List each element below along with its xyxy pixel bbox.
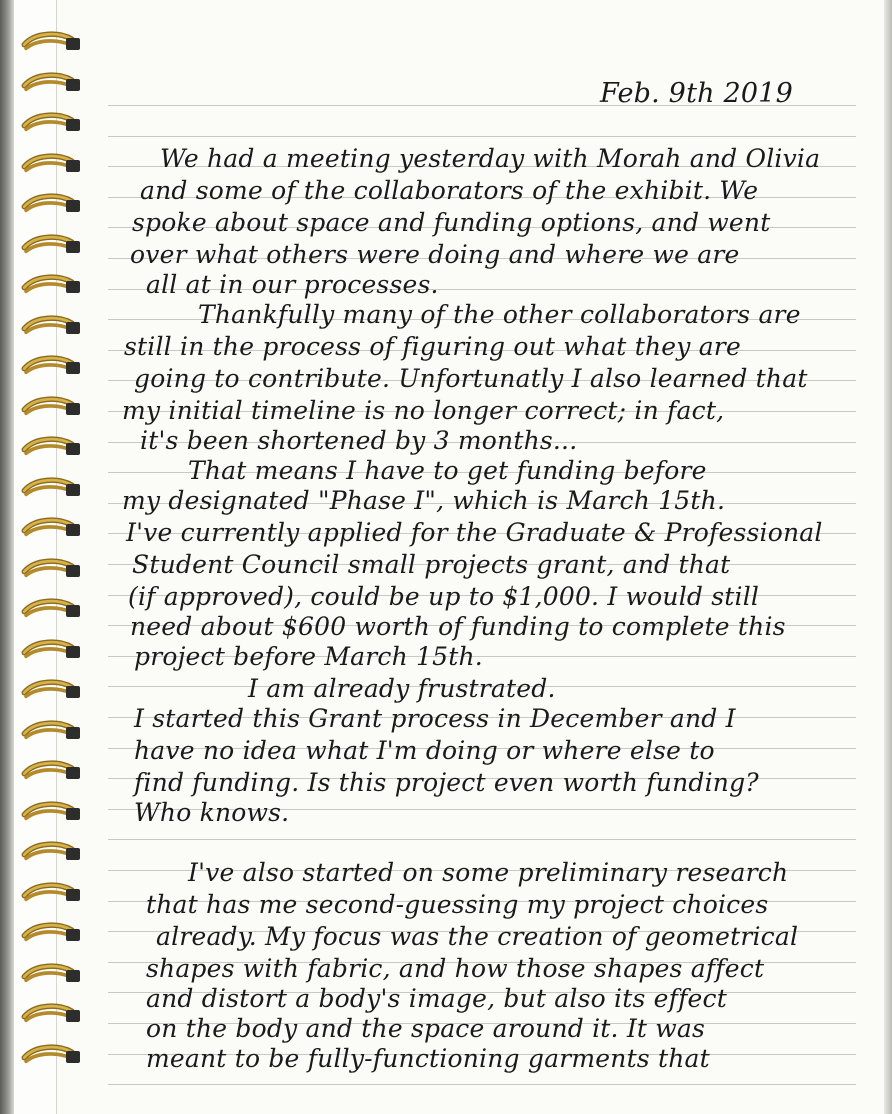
journal-line: my designated "Phase I", which is March 15th. (122, 486, 726, 515)
journal-line: on the body and the space around it. It was (146, 1014, 706, 1043)
journal-line: Student Council small projects grant, and that (132, 550, 731, 579)
page-edge (884, 0, 892, 1114)
binding-hole (66, 200, 80, 212)
binding-hole (66, 38, 80, 50)
binding-hole (66, 1051, 80, 1063)
binding-hole (66, 605, 80, 617)
journal-line: That means I have to get funding before (188, 456, 707, 485)
binding-hole (66, 929, 80, 941)
journal-line: shapes with fabric, and how those shapes affect (146, 954, 765, 983)
binding-hole (66, 848, 80, 860)
binding-hole (66, 970, 80, 982)
journal-line: find funding. Is this project even worth funding? (134, 768, 759, 797)
binding-hole (66, 686, 80, 698)
ruled-line (108, 839, 856, 840)
entry-date: Feb. 9th 2019 (600, 78, 793, 109)
journal-line: and some of the collaborators of the exhibit. We (140, 176, 759, 205)
binding-hole (66, 808, 80, 820)
binding-hole (66, 524, 80, 536)
binding-hole (66, 565, 80, 577)
binding-hole (66, 79, 80, 91)
journal-line: project before March 15th. (134, 642, 483, 671)
journal-line: I am already frustrated. (248, 674, 556, 703)
ruled-line (108, 136, 856, 137)
journal-line: have no idea what I'm doing or where else to (134, 736, 715, 765)
journal-line: and distort a body's image, but also its effect (146, 984, 727, 1013)
journal-line: still in the process of figuring out what they are (124, 332, 741, 361)
binding-hole (66, 241, 80, 253)
binding-hole (66, 362, 80, 374)
binding-hole (66, 322, 80, 334)
journal-line: (if approved), could be up to $1,000. I would still (128, 582, 760, 611)
binding-hole (66, 889, 80, 901)
binding-hole (66, 119, 80, 131)
ruled-line (108, 1084, 856, 1085)
journal-line: Thankfully many of the other collaborators are (198, 300, 801, 329)
journal-line: Who knows. (134, 798, 290, 827)
journal-line: need about $600 worth of funding to complete this (130, 612, 786, 641)
journal-line: We had a meeting yesterday with Morah and Olivia (160, 144, 821, 173)
binding-hole (66, 646, 80, 658)
journal-line: I've currently applied for the Graduate & Professional (126, 518, 823, 547)
journal-line: that has me second-guessing my project choices (146, 890, 769, 919)
binding-hole (66, 727, 80, 739)
journal-line: it's been shortened by 3 months... (140, 426, 578, 455)
journal-line: going to contribute. Unfortunatly I also learned that (134, 364, 808, 393)
journal-line: meant to be fully-functioning garments that (146, 1044, 710, 1073)
binding-hole (66, 281, 80, 293)
journal-line: I've also started on some preliminary research (188, 858, 789, 887)
journal-line: I started this Grant process in December and I (134, 704, 736, 733)
binding-hole (66, 160, 80, 172)
binding-hole (66, 484, 80, 496)
binding-hole (66, 767, 80, 779)
journal-line: my initial timeline is no longer correct; in fact, (122, 396, 725, 425)
binding-hole (66, 1010, 80, 1022)
journal-line: already. My focus was the creation of geometrical (156, 922, 799, 951)
journal-line: spoke about space and funding options, and went (132, 208, 771, 237)
journal-line: all at in our processes. (146, 270, 439, 299)
binding-shadow (0, 0, 14, 1114)
binding-hole (66, 443, 80, 455)
journal-line: over what others were doing and where we are (130, 240, 740, 269)
binding-hole (66, 403, 80, 415)
